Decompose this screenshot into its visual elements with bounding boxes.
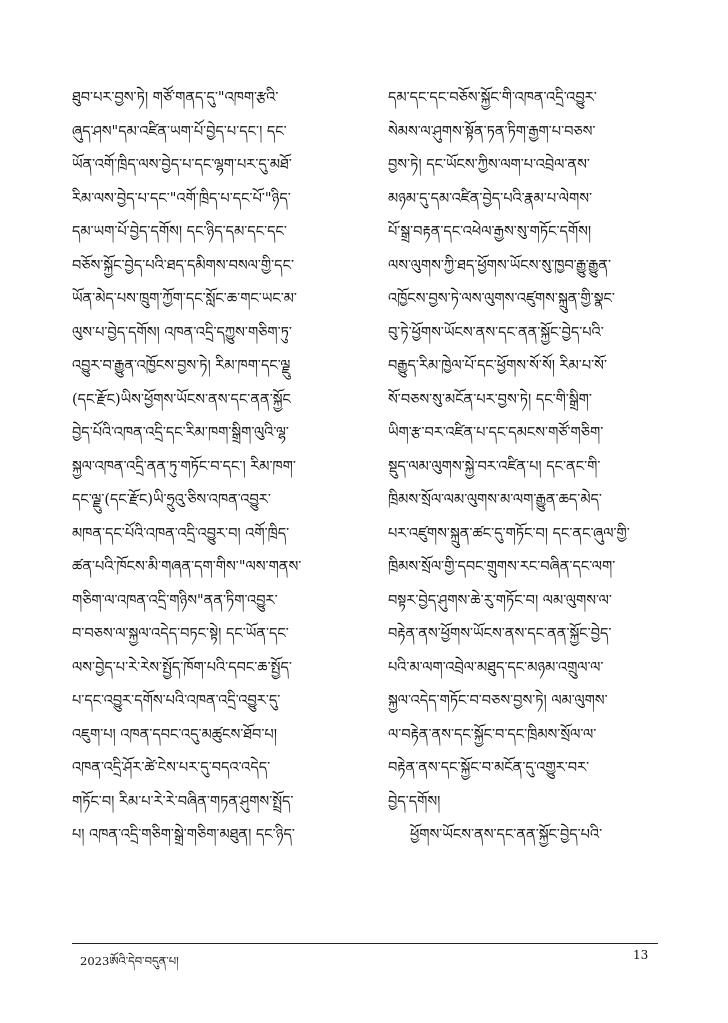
text-line: ཁྲིམས་སྲོལ་གྱི་དབང་གྲུགས་རང་བཞིན་དང་ལག་ xyxy=(388,559,616,575)
text-line: འཁན་འདྲི་ཤོར་ཚེ་ངེས་པར་དུ་བདའ་འདེད་ xyxy=(72,760,271,776)
text-line: བཅོས་སྐྱོང་བྱེད་པའི་ཐད་དམིགས་བསལ་གྱི་དང་ xyxy=(72,257,294,274)
text-line: གཅིག་ལ་འཁན་འདྲི་གཉིས"ནན་ཏིག་འབྱུར་ xyxy=(72,592,278,609)
text-line: སོ་བཅས་སུ་མངོན་པར་བྱས་ཏེ། དང་གི་སྒྲིག་ xyxy=(388,391,592,408)
text-line: པ། འཁན་འདྲི་གཅིག་སྒྲེ་གཅིག་མཐུན། དང་ཉིད་ xyxy=(72,827,295,843)
text-line: བརྟེན་ནས་ཕྱོགས་ཡོངས་ནས་དང་ནན་སྐྱོང་བྱེད་ xyxy=(388,626,612,642)
text-line: པའི་མ་ལག་འབྲེལ་མཐུད་དང་མཉམ་འགྲུལ་ལ་ xyxy=(388,659,604,676)
left-column xyxy=(72,82,342,853)
text-line: བྱེད་དགོས། xyxy=(388,793,441,810)
text-line: ཡིག་རྩ་བར་འཛིན་པ་དང་དམངས་གཙོ་གཅིག་ xyxy=(388,425,604,441)
text-line: བྱས་ཏེ། དང་ཡོངས་ཀྱིས་ལག་པ་འབྲེལ་ནས་ xyxy=(388,157,590,173)
text-line: སྡུད་ལམ་ལུགས་སྐྱེ་བར་འཛིན་པ། དང་ནང་གི་ xyxy=(388,458,601,475)
text-line: ལ་བརྟེན་ནས་དང་སྐྱོང་བ་དང་ཁྲིམས་སྲོལ་ལ་ xyxy=(388,726,597,743)
text-line: འཁྱོངས་བྱས་ཏེ་ལས་ལུགས་འཛུགས་སྐྲུན་གྱི་སྣང་ xyxy=(388,291,615,307)
text-line: ཁྲིམས་སྲོལ་ལམ་ལུགས་མ་ལག་རྒྱུན་ཆད་མེད་ xyxy=(388,492,602,508)
text-line: དམ་དང་དང་བཅོས་སྐྱོང་གི་འཁན་འདྲི་འབྱུར་ xyxy=(388,90,597,106)
text-line: ཞུད་ཤས"དམ་འཛིན་ཡག་པོ་བྱེད་པ་དང་། དང་ xyxy=(72,123,287,140)
text-line: མཉམ་དུ་དམ་འཛིན་བྱེད་པའི་རྣམ་པ་ལེགས་ xyxy=(388,190,593,207)
text-line: བྱེད་པོའི་འཁན་འདྲི་དང་རིམ་ཁག་སྒྲིག་ལུའི་ལྷ་ xyxy=(72,425,289,441)
text-line: བརྟེན་ནས་དང་སྐྱོང་བ་མངོན་དུ་འགྱུར་བར་ xyxy=(388,760,590,776)
text-line: ཕྱོགས་ཡོངས་ནས་དང་ནན་སྐྱོང་བྱེད་པའི་ xyxy=(410,827,603,843)
text-line: འབྱུར་བ་རྒྱུན་འཁྱོངས་བྱས་ཏེ། རིམ་ཁག་དང་ལྗུ xyxy=(72,358,291,374)
text-line: དང་ལྗུ་(དང་རྫོང)ཡི་ཧྲུའུ་ཅིས་འཁན་འབྱུར་ xyxy=(72,492,271,508)
text-line: བ་བཅས་ལ་སྐྱལ་འདེད་བཏང་སྟེ། དང་ཡོན་དང་ xyxy=(72,626,289,642)
text-line: པར་འཛུགས་སྐྲུན་ཚང་དུ་གཏོང་བ། དང་ནང་ཞུལ་གྱི་ xyxy=(388,525,630,542)
text-line: དམ་ཡག་པོ་བྱེད་དགོས། དང་ཉིད་དམ་དང་དང་ xyxy=(72,224,287,240)
text-line: རིམ་ལས་བྱེད་པ་དང་"འགོ་ཁྲིད་པ་དང་པོ་"ཉིད་ xyxy=(72,190,291,207)
page-number: 13 xyxy=(633,948,649,962)
text-line: ལས་བྱེད་པ་རེ་རེས་སྤྱོད་ཁོག་པའི་དབང་ཆ་སྤྱོད་ xyxy=(72,659,292,676)
text-line: (དང་རྫོང)ཡིས་ཕྱོགས་ཡོངས་ནས་དང་ནན་སྐྱོང xyxy=(72,391,291,408)
text-line: ཡོན་འགོ་ཁྲིད་ལས་བྱེད་པ་དང་ལྷག་པར་དུ་མཐོ་ xyxy=(72,157,292,173)
text-line: སེམས་ལ་ཤུགས་སྟོན་ཏན་ཏིག་རྒྱག་པ་བཅས་ xyxy=(388,123,596,140)
text-line: མཁན་དང་པོའི་འཁན་འདྲི་འབྱུར་བ། འགོ་ཁྲིད་ xyxy=(72,525,290,542)
right-column xyxy=(388,82,658,853)
journal-issue-label: 2023ཨོའི་དེབ་བདུན་པ། xyxy=(80,954,179,968)
text-line: ལུས་པ་བྱེད་དགོས། འཁན་འདྲི་དཀྱུས་གཅིག་ཏུ་ xyxy=(72,324,292,341)
text-line: སྐྱལ་འདེད་གཏོང་བ་བཅས་བྱས་ཏེ། ལམ་ལུགས་ xyxy=(388,693,608,709)
text-line: པ་དང་འབྱུར་དགོས་པའི་འཁན་འདྲི་འབྱུར་དུ་ xyxy=(72,693,281,709)
text-line: བུ་ཏེ་ཕྱོགས་ཡོངས་ནས་དང་ནན་སྐྱོང་བྱེད་པའི་ xyxy=(388,324,604,341)
text-line: ཡོན་མེད་པས་ཁྲུག་ཀྱོག་དང་སློང་ཆ་གང་ཡང་མ་ xyxy=(72,291,297,307)
text-line: བསྟར་བྱེད་ཤུགས་ཆེ་རུ་གཏོང་བ། ལམ་ལུགས་ལ་ xyxy=(388,592,612,609)
text-line: འཇུག་པ། འཁན་དབང་འདུ་མཚུངས་ཐོབ་པ། xyxy=(72,726,277,743)
text-line: སྐྱལ་འཁན་འདྲི་ནན་ཏུ་གཏོང་བ་དང་། རིམ་ཁག་ xyxy=(72,458,296,475)
text-line: ལས་ལུགས་ཀྱི་ཐད་ཕྱོགས་ཡོངས་སུ་ཁྱབ་རྒྱུ་རྒྱུན་ xyxy=(388,257,612,274)
footer-divider xyxy=(72,943,658,944)
text-line: ཚན་པའི་ཁོངས་མི་གཞན་དག་གིས་"ལས་གནས་ xyxy=(72,559,302,575)
text-line: གཏོང་བ། རིམ་པ་རེ་རེ་བཞིན་གཏན་ཤུགས་སྤྲོད་ xyxy=(72,793,294,810)
text-line: པོ་སྒྲ་བརྟན་དང་འཕེལ་རྒྱས་སུ་གཏོང་དགོས། xyxy=(388,224,592,240)
text-line: ཐུབ་པར་བྱས་ཏེ། གཙོ་གནད་དུ་"འཁག་རྩའི་ xyxy=(72,90,279,106)
text-line: བརྒྱུད་རིམ་ཁྱེལ་པོ་དང་ཕྱོགས་སོ་སོ། རིམ་པ་སོ་ xyxy=(388,358,607,374)
